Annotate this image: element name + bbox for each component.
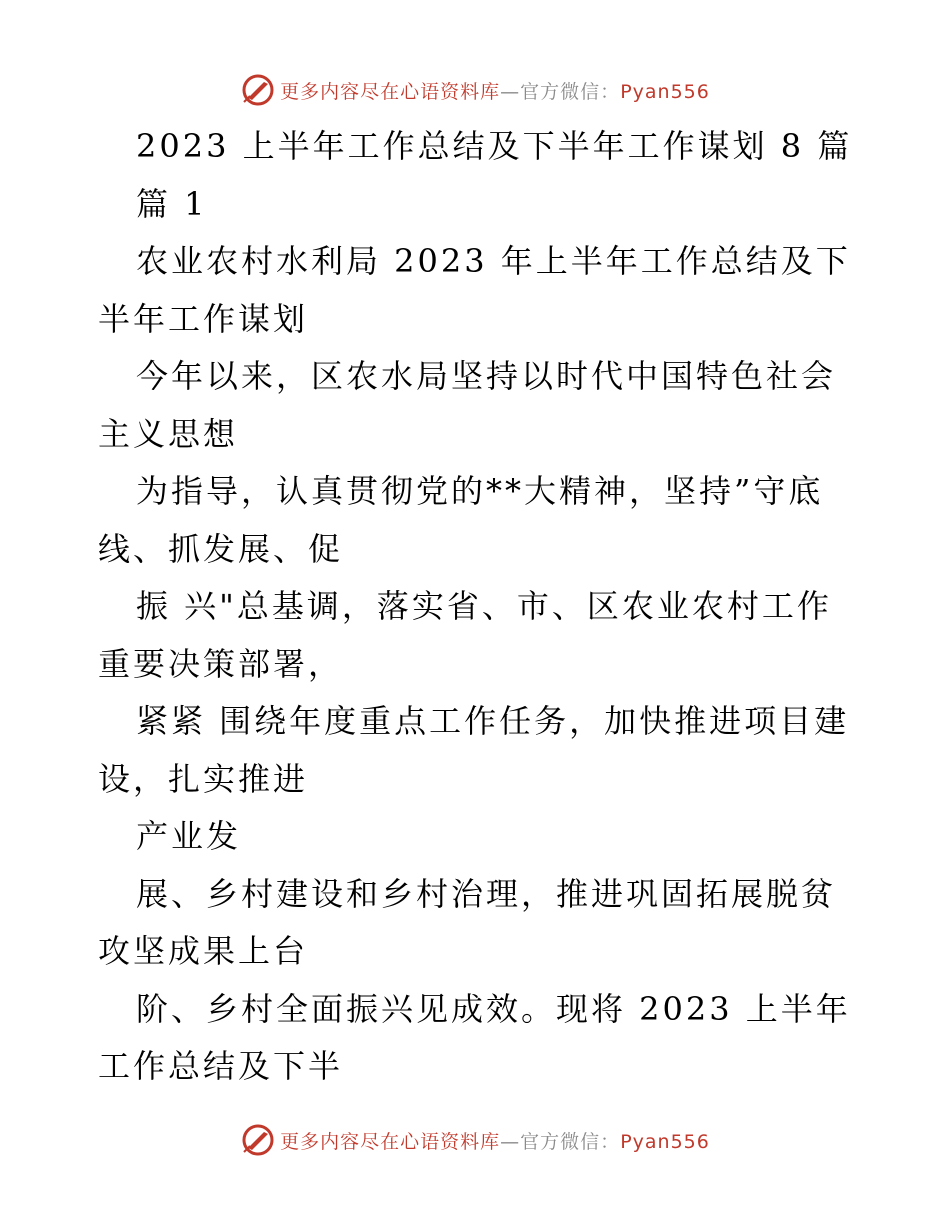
paragraph: 展、乡村建设和乡村治理，推进巩固拓展脱贫攻坚成果上台	[98, 874, 837, 970]
paragraph: 紧紧 围绕年度重点工作任务，加快推进项目建设，扎实推进	[98, 702, 850, 798]
watermark-text: 更多内容尽在心语资料库—官方微信：Pyan556	[280, 1130, 710, 1153]
footer-watermark	[0, 1120, 950, 1160]
header-watermark	[0, 70, 950, 110]
paragraph: 振 兴"总基调，落实省、市、区农业农村工作重要决策部署，	[98, 587, 832, 683]
paragraph: 产业发	[136, 817, 242, 855]
quill-pen-circle-icon	[240, 72, 276, 108]
paragraph: 阶、乡村全面振兴见成效。现将 2023 上半年工作总结及下半	[98, 989, 851, 1085]
document-title: 2023 上半年工作总结及下半年工作谋划 8 篇	[136, 127, 853, 165]
paragraph: 农业农村水利局 2023 年上半年工作总结及下半年工作谋划	[98, 242, 851, 338]
quill-pen-circle-icon	[240, 1122, 276, 1158]
paragraph: 今年以来，区农水局坚持以时代中国特色社会主义思想	[98, 357, 837, 453]
paragraph: 为指导，认真贯彻党的**大精神，坚持”守底线、抓发展、促	[98, 472, 824, 568]
watermark-text: 更多内容尽在心语资料库—官方微信：Pyan556	[280, 80, 710, 103]
document-body	[98, 118, 858, 1096]
paragraph: 篇 1	[136, 184, 208, 223]
